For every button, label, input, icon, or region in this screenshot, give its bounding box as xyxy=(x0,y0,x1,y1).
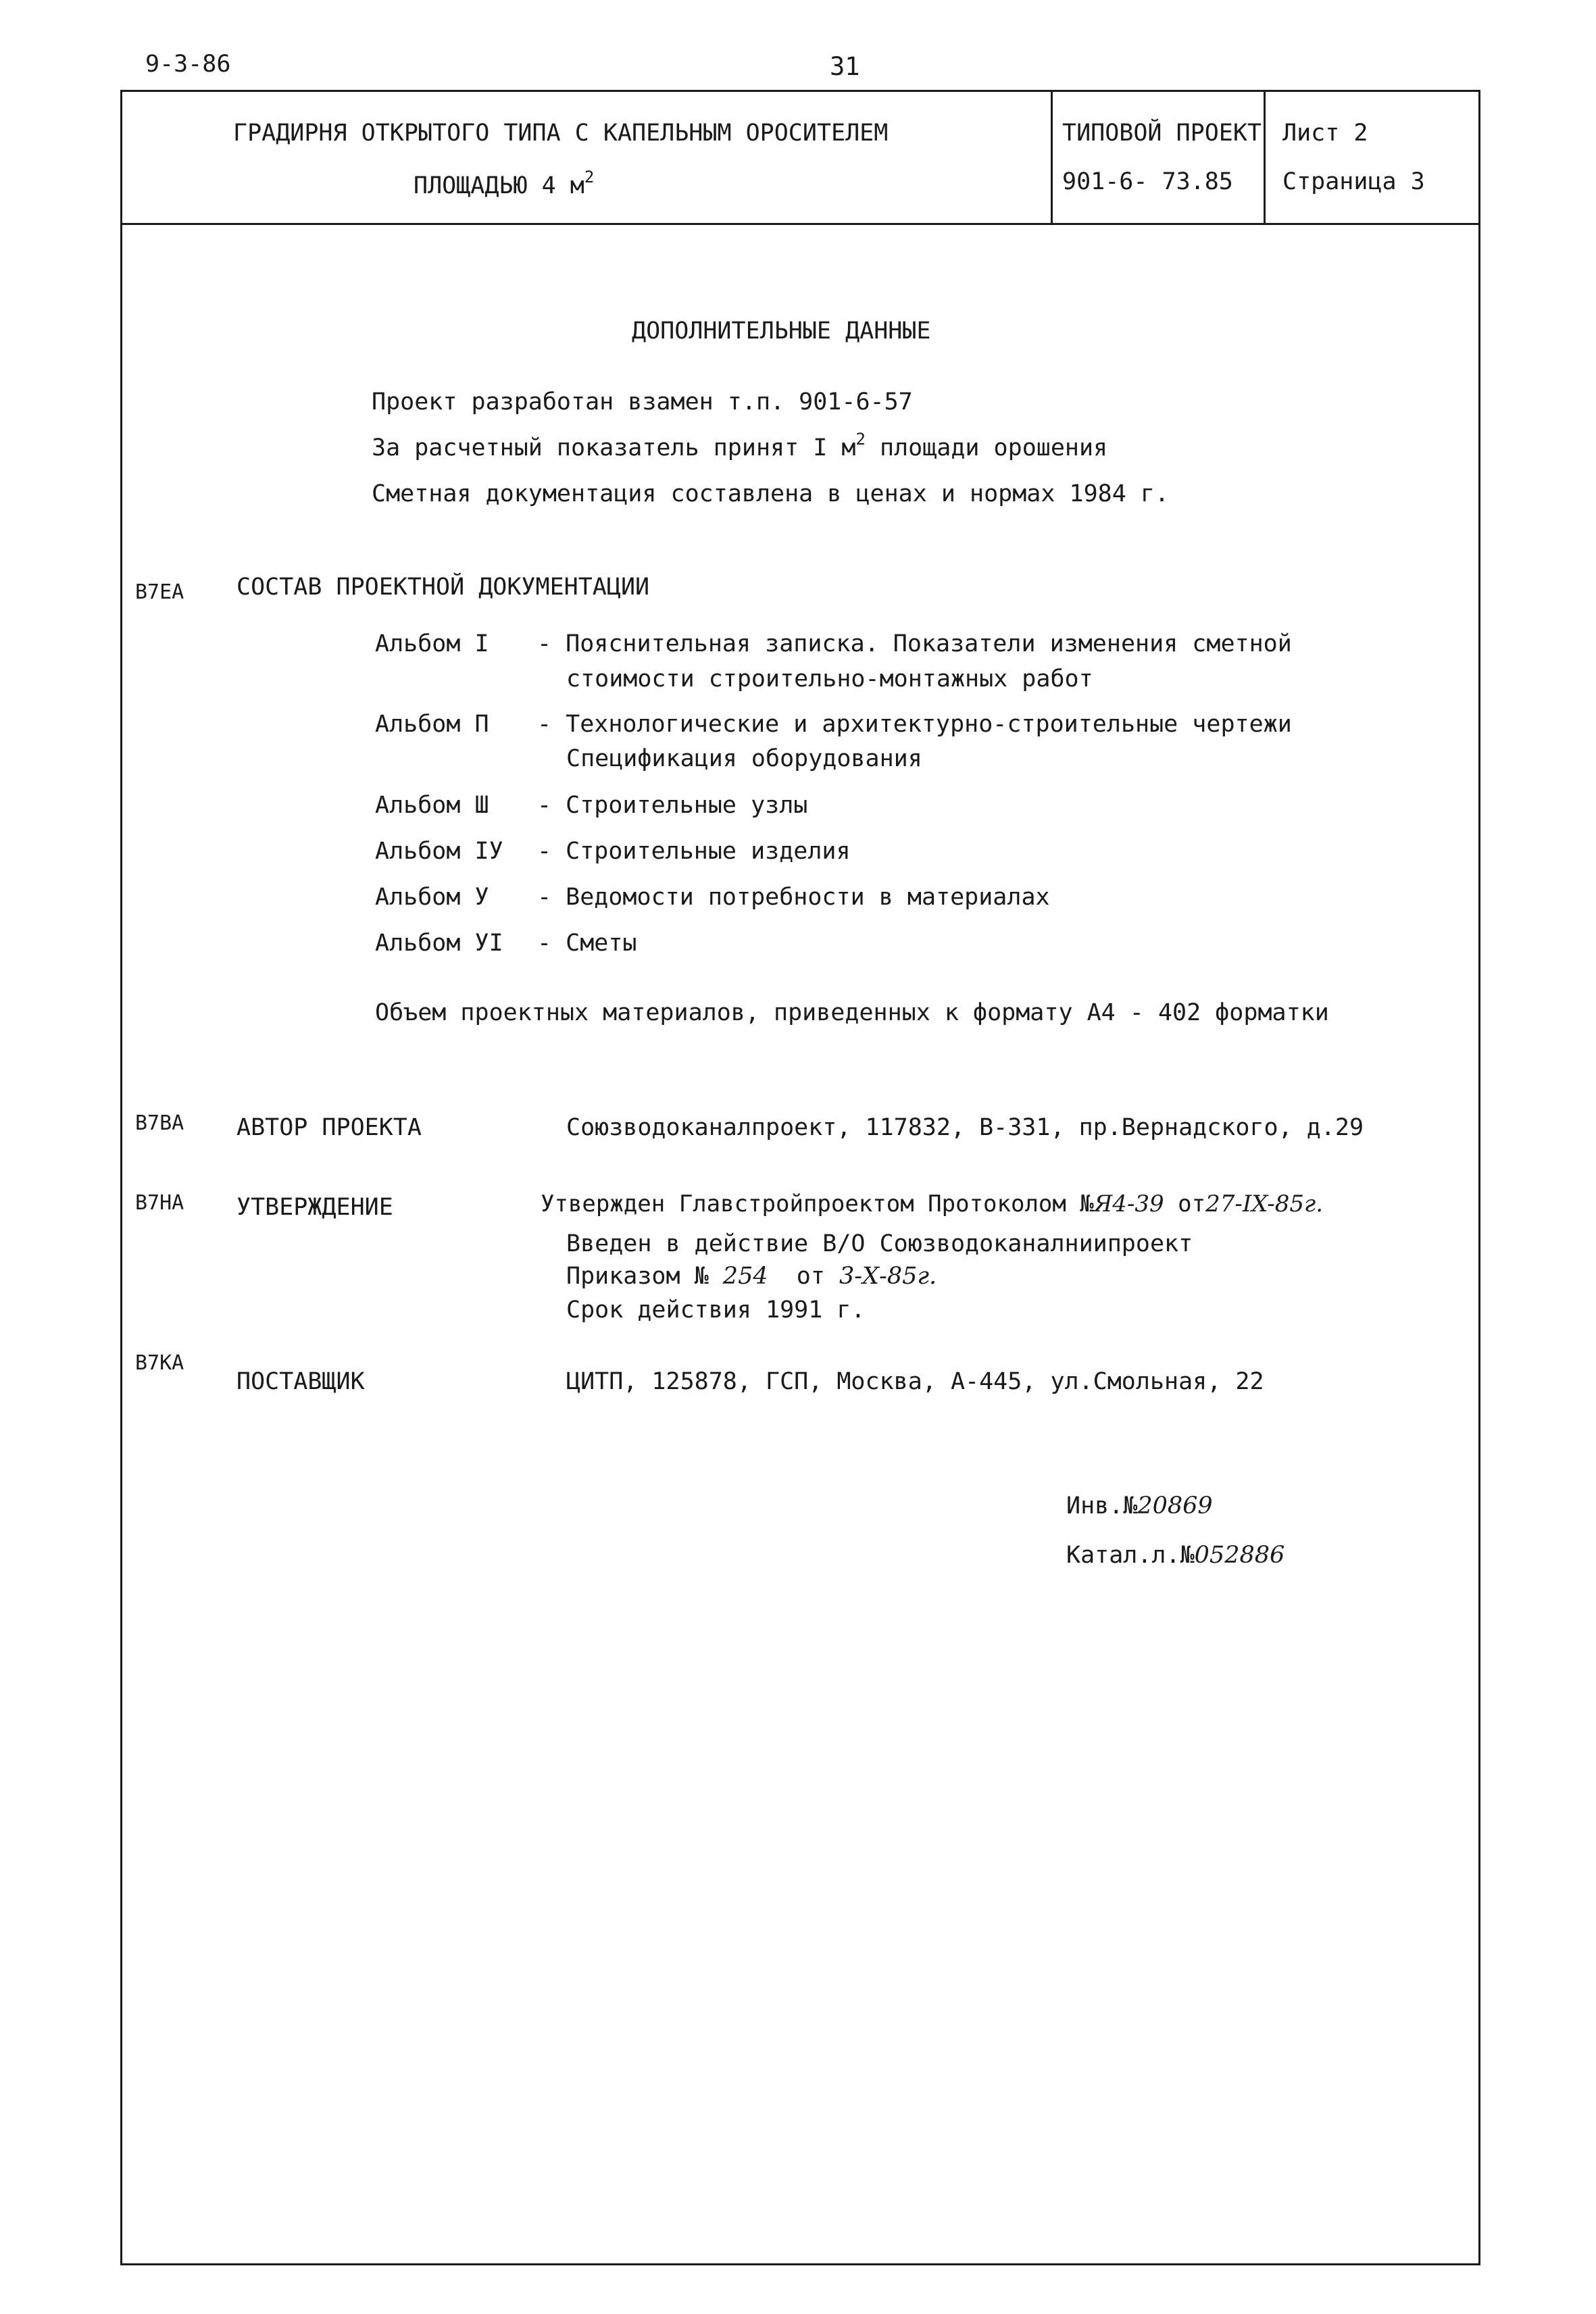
approval-line-4: Срок действия 1991 г. xyxy=(566,1297,866,1324)
header-divider-1 xyxy=(1051,90,1053,225)
supplier-value: ЦИТП, 125878, ГСП, Москва, А-445, ул.Смольная, 22 xyxy=(566,1368,1264,1395)
album-1-desc: - Пояснительная записка. Показатели изменения сметной xyxy=(537,630,1292,657)
frame-right-line xyxy=(1478,90,1480,2265)
author-value: Союзводоканалпроект, 117832, В-331, пр.Вернадского, д.29 xyxy=(566,1114,1364,1141)
additional-superscript: 2 xyxy=(855,430,866,449)
order-date: 3-Х-85г. xyxy=(839,1263,937,1290)
protocol-date-label: от xyxy=(1178,1190,1206,1217)
additional-line-2 xyxy=(372,430,1108,461)
composition-heading: СОСТАВ ПРОЕКТНОЙ ДОКУМЕНТАЦИИ xyxy=(236,574,650,601)
document-code: 9-3-86 xyxy=(145,51,231,78)
album-5-desc: - Ведомости потребности в материалах xyxy=(537,884,1050,911)
page-number: 31 xyxy=(830,52,860,81)
order-date-label: от xyxy=(796,1263,825,1290)
project-number: 901-6- 73.85 xyxy=(1062,168,1233,195)
inventory-value: 20869 xyxy=(1137,1492,1213,1519)
title-line-1: ГРАДИРНЯ ОТКРЫТОГО ТИПА С КАПЕЛЬНЫМ ОРОСИТЕЛЕМ xyxy=(233,120,889,147)
approval-label: УТВЕРЖДЕНИЕ xyxy=(236,1194,393,1221)
page-label: Страница 3 xyxy=(1282,168,1425,195)
album-2-desc: - Технологические и архитектурно-строительные чертежи xyxy=(537,711,1292,738)
volume-text: Объем проектных материалов, приведенных к формату А4 - 402 форматки xyxy=(375,999,1329,1026)
catalog-label: Катал.л.№ xyxy=(1066,1542,1195,1569)
additional-line-3: Сметная документация составлена в ценах и нормах 1984 г. xyxy=(372,480,1170,507)
album-2-name: Альбом П xyxy=(375,711,489,738)
album-6-desc: - Сметы xyxy=(537,930,637,957)
additional-line-2-text: За расчетный показатель принят I м xyxy=(372,434,856,461)
approval-line-1 xyxy=(541,1192,1323,1215)
sheet-number: Лист 2 xyxy=(1282,120,1368,147)
album-4-name: Альбом IУ xyxy=(375,838,503,865)
inventory-label: Инв.№ xyxy=(1066,1492,1138,1519)
album-3-desc: - Строительные узлы xyxy=(537,792,808,819)
header-divider-2 xyxy=(1264,90,1266,225)
approval-code: В7НА xyxy=(135,1191,184,1215)
order-number: 254 xyxy=(722,1263,768,1290)
frame-left-line xyxy=(120,90,122,2265)
approved-by: Утвержден Главстройпроектом xyxy=(541,1190,914,1217)
author-label: АВТОР ПРОЕКТА xyxy=(236,1114,422,1141)
additional-line-1: Проект разработан взамен т.п. 901-6-57 xyxy=(372,388,913,416)
title-line-2 xyxy=(414,168,595,199)
author-code: В7ВА xyxy=(135,1111,184,1135)
additional-line-2-rest: площади орошения xyxy=(865,434,1108,461)
catalog-value: 052886 xyxy=(1194,1542,1285,1569)
order-label: Приказом № xyxy=(566,1263,709,1290)
title-text: ПЛОЩАДЬЮ 4 м xyxy=(414,172,584,199)
approval-line-2: Введен в действие В/О Союзводоканалниипроект xyxy=(566,1230,1193,1257)
protocol-label: Протоколом № xyxy=(928,1190,1094,1217)
additional-heading: ДОПОЛНИТЕЛЬНЫЕ ДАННЫЕ xyxy=(632,318,931,345)
album-1-name: Альбом I xyxy=(375,630,489,657)
album-5-name: Альбом У xyxy=(375,884,489,911)
album-2-desc-2: Спецификация оборудования xyxy=(566,745,922,772)
inventory-number xyxy=(1066,1494,1213,1518)
album-3-name: Альбом Ш xyxy=(375,792,489,819)
project-label: ТИПОВОЙ ПРОЕКТ xyxy=(1062,120,1262,147)
frame-top-line xyxy=(120,90,1480,92)
album-4-desc: - Строительные изделия xyxy=(537,838,851,865)
title-superscript: 2 xyxy=(584,168,595,186)
album-1-desc-2: стоимости строительно-монтажных работ xyxy=(566,665,1093,693)
composition-code: В7ЕА xyxy=(135,580,184,604)
album-6-name: Альбом УI xyxy=(375,930,503,957)
protocol-date: 27-IX-85г. xyxy=(1205,1190,1324,1217)
catalog-number xyxy=(1066,1544,1285,1567)
supplier-label: ПОСТАВЩИК xyxy=(236,1368,365,1395)
frame-bottom-line xyxy=(120,2263,1480,2265)
approval-line-3 xyxy=(566,1265,937,1288)
protocol-number: Я4-39 xyxy=(1093,1190,1164,1217)
supplier-code: В7КА xyxy=(135,1351,184,1375)
header-bottom-line xyxy=(120,223,1480,225)
